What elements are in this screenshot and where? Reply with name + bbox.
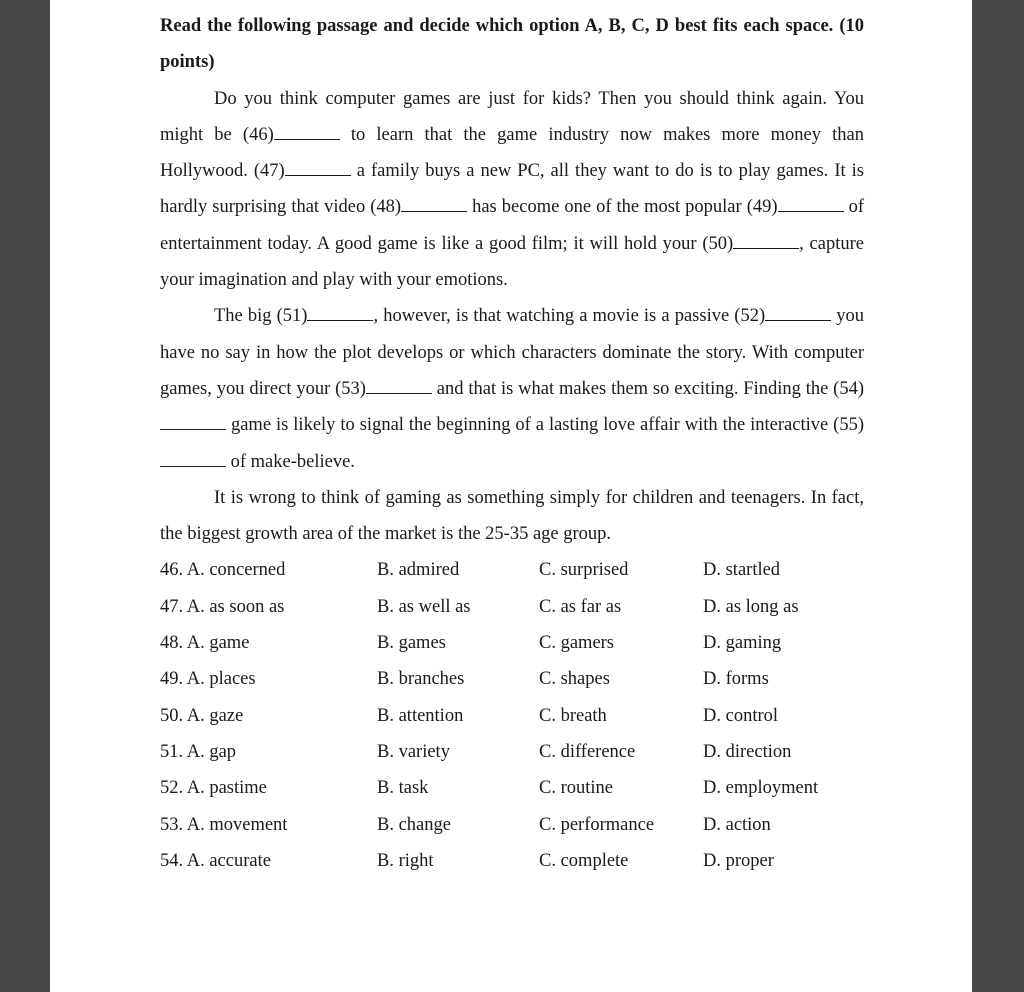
- text-segment: has become one of the most popular (49): [467, 197, 778, 218]
- document-content: [160, 8, 864, 879]
- option-row-52: [160, 770, 864, 806]
- option-b: B. change: [377, 814, 451, 835]
- option-c: C. performance: [539, 814, 655, 835]
- option-b: B. as well as: [377, 596, 471, 617]
- option-d: D. startled: [703, 560, 781, 581]
- option-b: B. branches: [377, 669, 465, 690]
- option-d: D. control: [703, 705, 779, 726]
- option-d: D. employment: [703, 778, 819, 799]
- option-row-46: [160, 552, 864, 588]
- option-b: B. games: [377, 633, 446, 654]
- option-b: B. attention: [377, 705, 464, 726]
- option-b: B. right: [377, 850, 434, 871]
- option-c: C. breath: [539, 705, 607, 726]
- option-a: 53. A. movement: [160, 814, 288, 835]
- option-c: C. as far as: [539, 596, 622, 617]
- option-b: B. variety: [377, 741, 450, 762]
- blank-52: [765, 302, 831, 321]
- option-a: 54. A. accurate: [160, 850, 271, 871]
- option-d: D. forms: [703, 669, 769, 690]
- option-row-48: [160, 625, 864, 661]
- paragraph-2: [160, 298, 864, 479]
- option-row-51: [160, 734, 864, 770]
- text-segment: you have no say in how the plot develops or which characters dominate the story. With computer games, you direct your (53): [160, 306, 864, 399]
- option-row-50: [160, 698, 864, 734]
- left-margin: [0, 0, 50, 992]
- option-c: C. difference: [539, 741, 636, 762]
- blank-47: [285, 157, 351, 176]
- exercise-heading: Read the following passage and decide which option A, B, C, D best fits each space. (10 points): [160, 16, 864, 73]
- option-d: D. proper: [703, 850, 774, 871]
- option-c: C. complete: [539, 850, 629, 871]
- right-margin: [972, 0, 1024, 992]
- blank-50: [733, 230, 799, 249]
- option-c: C. gamers: [539, 633, 615, 654]
- option-c: C. shapes: [539, 669, 610, 690]
- option-a: 50. A. gaze: [160, 705, 244, 726]
- option-a: 49. A. places: [160, 669, 256, 690]
- option-d: D. action: [703, 814, 771, 835]
- option-row-49: [160, 661, 864, 697]
- option-a: 51. A. gap: [160, 741, 237, 762]
- blank-49: [778, 193, 844, 212]
- text-segment: The big (51): [214, 306, 308, 327]
- option-a: 52. A. pastime: [160, 778, 267, 799]
- document-page: [50, 0, 972, 992]
- option-c: C. routine: [539, 778, 613, 799]
- paragraph-1: [160, 81, 864, 299]
- option-c: C. surprised: [539, 560, 629, 581]
- text-segment: a family buys a new PC, all they want to do is to play games. It is hardly surprising that video (48): [160, 161, 864, 218]
- blank-48: [401, 193, 467, 212]
- option-row-53: [160, 807, 864, 843]
- text-segment: and that is what makes them so exciting. Finding the (54): [431, 378, 865, 399]
- text-segment: , capture your imagination and play with your emotions.: [160, 233, 864, 291]
- option-row-54: [160, 843, 864, 879]
- blank-55: [160, 448, 226, 467]
- blank-54: [160, 411, 226, 430]
- blank-46: [274, 121, 340, 140]
- option-row-47: [160, 589, 864, 625]
- text-segment: It is wrong to think of gaming as something simply for children and teenagers. In fact, the biggest growth area of the market is the 25-35 age group.: [160, 487, 864, 545]
- option-b: B. admired: [377, 560, 460, 581]
- option-d: D. as long as: [703, 596, 799, 617]
- option-d: D. gaming: [703, 633, 782, 654]
- option-d: D. direction: [703, 741, 792, 762]
- option-a: 47. A. as soon as: [160, 596, 285, 617]
- text-segment: of entertainment today. A good game is like a good film; it will hold your (50): [160, 197, 864, 254]
- options-list: [160, 552, 864, 879]
- text-segment: of make-believe.: [226, 451, 355, 472]
- blank-51: [307, 302, 373, 321]
- option-b: B. task: [377, 778, 429, 799]
- option-a: 46. A. concerned: [160, 560, 286, 581]
- paragraph-3: [160, 480, 864, 553]
- blank-53: [366, 375, 432, 394]
- text-segment: game is likely to signal the beginning of a lasting love affair with the interactive (55): [226, 415, 864, 436]
- text-segment: , however, is that watching a movie is a passive (52): [373, 306, 766, 327]
- text-segment: to learn that the game industry now makes more money than Hollywood. (47): [160, 124, 864, 182]
- text-segment: Do you think computer games are just for kids? Then you should think again. You might be (46): [160, 88, 864, 145]
- option-a: 48. A. game: [160, 633, 250, 654]
